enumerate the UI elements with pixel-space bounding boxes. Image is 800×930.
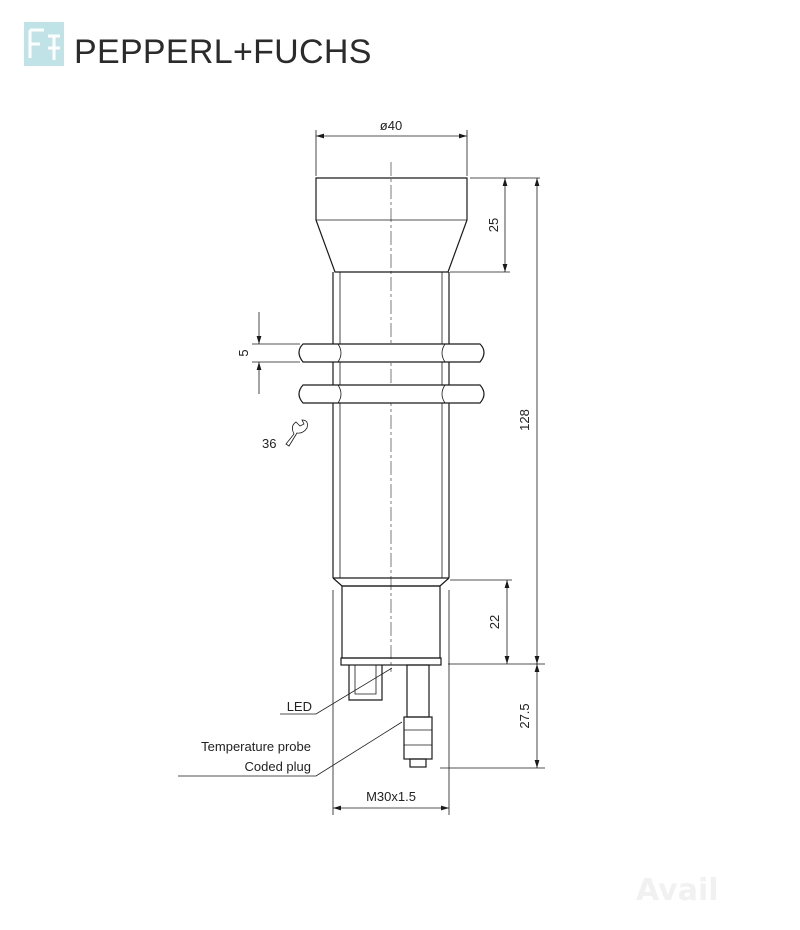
dim-head-diameter xyxy=(316,118,467,176)
dim-total-length xyxy=(448,178,545,664)
dim-head-height-label: 25 xyxy=(486,217,501,233)
dim-wrench-size-label: 36 xyxy=(262,436,277,451)
mounting-nut-lower xyxy=(299,385,484,403)
dim-connector-length xyxy=(440,664,545,768)
sensor-head xyxy=(316,178,467,272)
temperature-probe xyxy=(404,665,432,767)
leader-probe xyxy=(178,722,402,776)
dim-nut-thickness-label: 5 xyxy=(236,349,251,357)
leader-led xyxy=(280,668,392,714)
dim-total-length-label: 128 xyxy=(517,409,532,431)
watermark: Avail xyxy=(636,873,719,908)
dim-thread-label: M30x1.5 xyxy=(366,789,416,804)
dim-plug-section-label: 22 xyxy=(487,614,502,630)
dim-wrench-size xyxy=(262,420,307,451)
dim-plug-section xyxy=(450,580,512,664)
brand-name: PEPPERL+FUCHS xyxy=(74,33,372,71)
label-temperature-probe: Temperature probe xyxy=(201,739,311,754)
dim-nut-thickness xyxy=(236,312,300,394)
led-element xyxy=(349,665,382,700)
logo-mark-icon xyxy=(24,22,64,66)
label-led: LED xyxy=(286,699,312,714)
dim-head-diameter-label: ø40 xyxy=(379,118,403,133)
wrench-icon xyxy=(286,420,307,446)
label-coded-plug: Coded plug xyxy=(244,759,311,774)
dim-connector-length-label: 27.5 xyxy=(517,703,532,729)
brand-logo xyxy=(24,22,372,71)
dim-head-height xyxy=(450,178,540,272)
mounting-nut-upper xyxy=(299,344,484,362)
